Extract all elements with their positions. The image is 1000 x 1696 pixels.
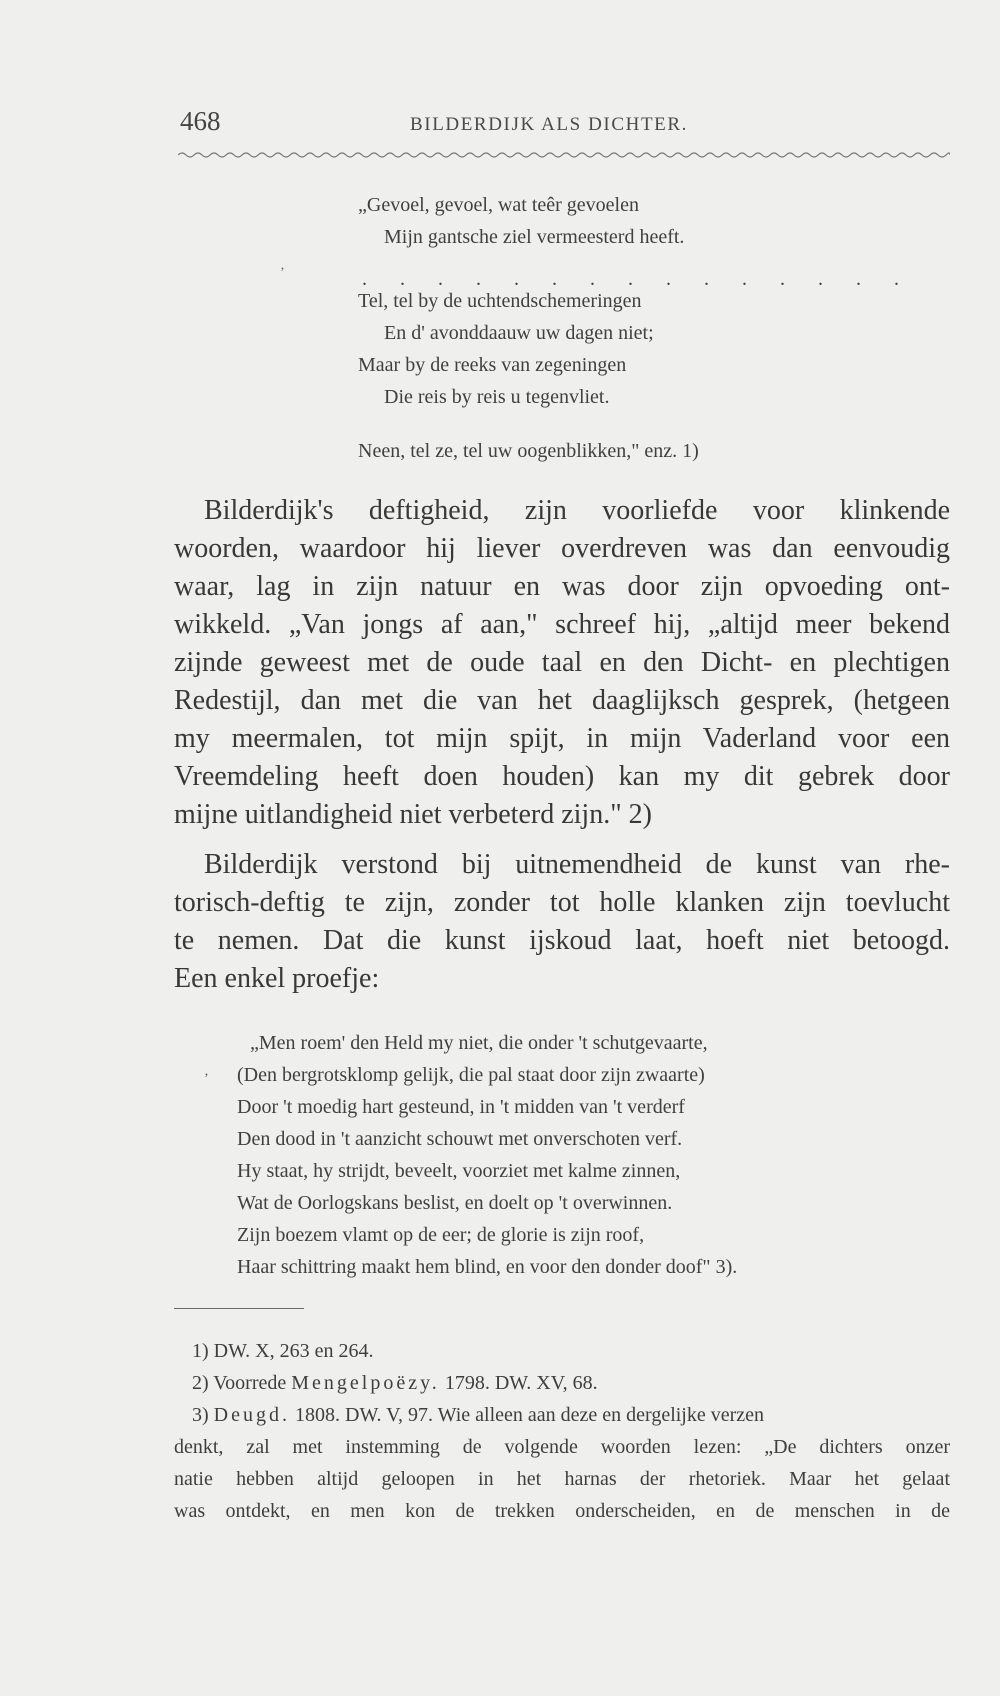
poem1-line-6: Die reis by reis u tegenvliet. xyxy=(384,386,610,408)
body-line-8: Vreemdeling heeft doen houden) kan my dit gebrek door xyxy=(174,761,950,792)
body-line-6: Redestijl, dan met die van het daaglijksch gesprek, (hetgeen xyxy=(174,685,950,716)
poem1-line-4: En d' avonddaauw uw dagen niet; xyxy=(384,322,654,344)
poem1-line-7: Neen, tel ze, tel uw oogenblikken," enz. 1) xyxy=(358,440,699,462)
poem2-line-3: Door 't moedig hart gesteund, in 't midden van 't verderf xyxy=(237,1096,685,1118)
footnote-3 xyxy=(192,1402,764,1428)
poem1-line-3: Tel, tel by de uchtendschemeringen xyxy=(358,290,642,312)
poem2-stray-mark: ‚ xyxy=(204,1064,209,1079)
footnote-rule xyxy=(174,1308,304,1309)
body-line-4: wikkeld. „Van jongs af aan," schreef hij, „altijd meer bekend xyxy=(174,609,950,640)
footnote-2-prefix: 2) Voorrede xyxy=(192,1372,292,1394)
body-line-2: woorden, waardoor hij liever overdreven was dan eenvoudig xyxy=(174,533,950,564)
body-line-5: zijnde geweest met de oude taal en den Dicht- en plechtigen xyxy=(174,647,950,678)
footnote-2 xyxy=(192,1370,598,1396)
header-wavy-rule xyxy=(178,150,950,160)
poem2-line-1: „Men roem' den Held my niet, die onder 't schutgevaarte, xyxy=(250,1032,708,1054)
stray-mark: ‚ xyxy=(280,258,285,273)
body-line-13: Een enkel proefje: xyxy=(174,963,380,994)
poem2-line-4: Den dood in 't aanzicht schouwt met onverschoten verf. xyxy=(237,1128,683,1150)
page-number: 468 xyxy=(180,106,221,136)
footnote-1: 1) DW. X, 263 en 264. xyxy=(192,1340,374,1362)
poem2-line-8: Haar schittring maakt hem blind, en voor den donder doof" 3). xyxy=(237,1256,738,1278)
body-line-11: torisch-deftig te zijn, zonder tot holle klanken zijn toevlucht xyxy=(174,887,950,918)
footnote-2-title: Mengelpoëzy. xyxy=(291,1372,440,1394)
footnote-2-suffix: 1798. DW. XV, 68. xyxy=(439,1372,598,1394)
running-head: BILDERDIJK ALS DICHTER. xyxy=(410,114,688,135)
footnote-3-line-3: natie hebben altijd geloopen in het harnas der rhetoriek. Maar het gelaat xyxy=(174,1468,950,1490)
poem2-line-7: Zijn boezem vlamt op de eer; de glorie is zijn roof, xyxy=(237,1224,645,1246)
body-line-7: my meermalen, tot mijn spijt, in mijn Vaderland voor een xyxy=(174,723,950,754)
footnote-3-title: Deugd. xyxy=(213,1404,290,1426)
poem2-line-6: Wat de Oorlogskans beslist, en doelt op 't overwinnen. xyxy=(237,1192,673,1214)
poem1-line-1: „Gevoel, gevoel, wat teêr gevoelen xyxy=(358,194,639,216)
poem1-ellipsis: . . . . . . . . . . . . . . . xyxy=(362,268,913,290)
footnote-3-line-2: denkt, zal met instemming de volgende woorden lezen: „De dichters onzer xyxy=(174,1436,950,1458)
poem2-line-2: (Den bergrotsklomp gelijk, die pal staat door zijn zwaarte) xyxy=(237,1064,705,1086)
footnote-3-line-4: was ontdekt, en men kon de trekken onderscheiden, en de menschen in de xyxy=(174,1500,950,1522)
footnote-3-prefix: 3) xyxy=(192,1404,214,1426)
body-line-3: waar, lag in zijn natuur en was door zijn opvoeding ont- xyxy=(174,571,950,602)
poem1-line-5: Maar by de reeks van zegeningen xyxy=(358,354,627,376)
poem2-line-5: Hy staat, hy strijdt, beveelt, voorziet met kalme zinnen, xyxy=(237,1160,681,1182)
poem1-line-2: Mijn gantsche ziel vermeesterd heeft. xyxy=(384,226,685,248)
body-line-1: Bilderdijk's deftigheid, zijn voorliefde voor klinkende xyxy=(204,495,950,526)
body-line-12: te nemen. Dat die kunst ijskoud laat, hoeft niet betoogd. xyxy=(174,925,950,956)
body-line-10: Bilderdijk verstond bij uitnemendheid de kunst van rhe- xyxy=(204,849,950,880)
footnote-3-suffix: 1808. DW. V, 97. Wie alleen aan deze en dergelijke verzen xyxy=(290,1404,765,1426)
body-line-9: mijne uitlandigheid niet verbeterd zijn." 2) xyxy=(174,799,652,830)
